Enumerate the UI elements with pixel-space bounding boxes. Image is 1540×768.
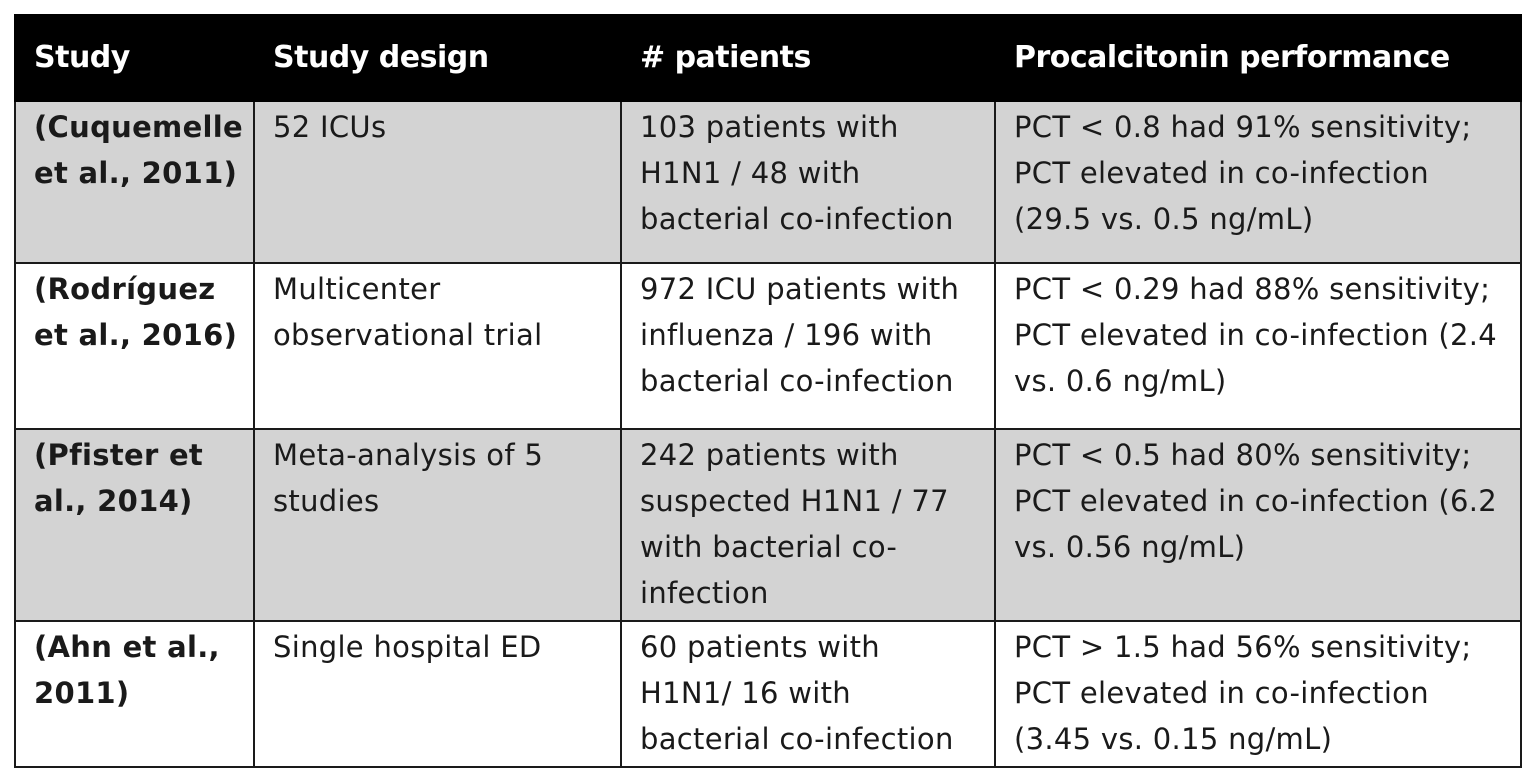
study-cell: (Ahn et al., 2011) [15,621,254,767]
study-cell: (Cuquemelle et al., 2011) [15,101,254,263]
study-design-cell: Multicenter observational trial [254,263,621,429]
study-table-container [14,14,1520,768]
performance-cell: PCT < 0.8 had 91% sensitivity; PCT elevated in co-infection (29.5 vs. 0.5 ng/mL) [995,101,1521,263]
header-study-design: Study design [254,15,621,101]
patients-cell: 60 patients with H1N1/ 16 with bacterial co-infection [621,621,995,767]
patients-cell: 972 ICU patients with influenza / 196 with bacterial co-infection [621,263,995,429]
performance-cell: PCT < 0.29 had 88% sensitivity; PCT elevated in co-infection (2.4 vs. 0.6 ng/mL) [995,263,1521,429]
header-patients: # patients [621,15,995,101]
table-row [15,429,1521,621]
study-design-cell: Single hospital ED [254,621,621,767]
patients-cell: 103 patients with H1N1 / 48 with bacterial co-infection [621,101,995,263]
table-row [15,621,1521,767]
study-cell: (Pfister et al., 2014) [15,429,254,621]
performance-cell: PCT > 1.5 had 56% sensitivity; PCT elevated in co-infection (3.45 vs. 0.15 ng/mL) [995,621,1521,767]
header-study: Study [15,15,254,101]
table-row [15,263,1521,429]
study-design-cell: Meta-analysis of 5 studies [254,429,621,621]
header-procalcitonin-performance: Procalcitonin performance [995,15,1521,101]
table-header-row [15,15,1521,101]
procalcitonin-studies-table [14,14,1522,768]
performance-cell: PCT < 0.5 had 80% sensitivity; PCT elevated in co-infection (6.2 vs. 0.56 ng/mL) [995,429,1521,621]
study-design-cell: 52 ICUs [254,101,621,263]
patients-cell: 242 patients with suspected H1N1 / 77 with bacterial co-infection [621,429,995,621]
study-cell: (Rodríguez et al., 2016) [15,263,254,429]
table-row [15,101,1521,263]
